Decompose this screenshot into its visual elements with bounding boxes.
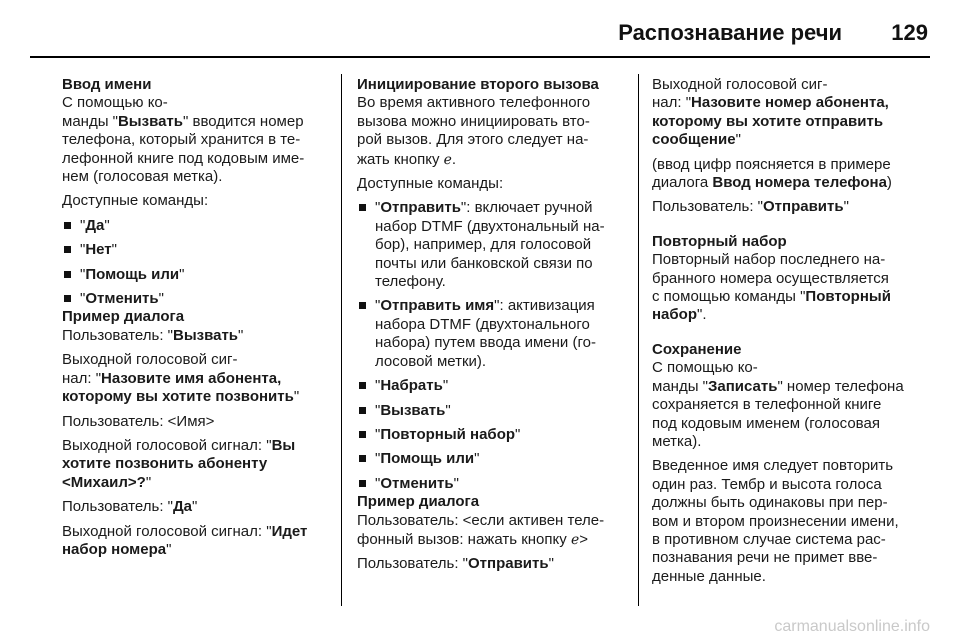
column-2: [357, 76, 625, 580]
watermark: carmanualsonline.info: [774, 618, 930, 635]
column-divider-2: [638, 74, 639, 606]
second-call-paragraph: Во время активного телефонного вызова можно инициировать вто- рой вызов. Для этого следует на- жать кнопку ℯ.: [357, 94, 591, 168]
dialog-line: Пользователь: <Имя>: [62, 412, 215, 430]
dialog-line: Пользователь: "Отправить": [652, 198, 849, 216]
repeat-paragraph: Введенное имя следует повторить один раз. Тембр и высота голоса должны быть одинаковы при пер- вом и втором произнесении имени, в противном случае система рас- познавания речи не примет вве- денные данные.: [652, 457, 899, 585]
dialog-line: Выходной голосовой сигнал: "Идет набор номера": [62, 522, 308, 558]
dialog-line: (ввод цифр поясняется в примере диалога Ввод номера телефона): [652, 155, 892, 192]
list-item: "Да": [62, 217, 330, 235]
phone-icon: ℯ: [570, 530, 580, 547]
dialog-line: Выходной голосовой сиг- нал: "Назовите номер абонента, которому вы хотите отправить сообщение": [652, 76, 889, 149]
list-item: "Набрать": [357, 377, 625, 395]
command-list: [357, 199, 625, 493]
header-rule: [30, 56, 930, 58]
dialog-line: Выходной голосовой сигнал: "Вы хотите позвонить абоненту <Михаил>?": [62, 436, 296, 491]
phone-icon: ℯ: [443, 150, 452, 167]
section-heading-dialog-example: Пример диалога: [62, 308, 185, 326]
dialog-line: Пользователь: "Да": [62, 498, 198, 516]
section-heading-save: Сохранение: [652, 340, 742, 358]
column-3: [652, 76, 924, 592]
page-header: [0, 16, 960, 52]
section-heading-second-call: Инициирование второго вызова: [357, 76, 599, 93]
dialog-line: Выходной голосовой сиг- нал: "Назовите имя абонента, которому вы хотите позвонить": [62, 351, 300, 406]
save-paragraph: С помощью ко- манды "Записать" номер телефона сохраняется в телефонной книге под кодовым именем (голосовая метка).: [652, 359, 904, 450]
list-item: "Помощь или": [62, 266, 330, 284]
list-item: "Нет": [62, 241, 330, 259]
command-call: Вызвать: [117, 112, 184, 130]
list-item: "Отправить": включает ручной набор DTMF (двухтональный на- бор), например, для голосовой почты или банковской связи по телефону.: [357, 199, 625, 291]
page-number: 129: [891, 20, 928, 45]
list-item: "Вызвать": [357, 402, 625, 420]
list-item: "Повторный набор": [357, 426, 625, 444]
list-item: "Отменить": [357, 475, 625, 493]
section-heading-name-entry: Ввод имени: [62, 76, 152, 93]
dialog-line: Пользователь: <если активен теле- фонный вызов: нажать кнопку ℯ>: [357, 511, 605, 548]
name-entry-paragraph: С помощью ко- манды "Вызвать" вводится номер телефона, который хранится в те- лефонной книге под кодовым име- нем (голосовая метка).: [62, 94, 305, 186]
section-heading-redial: Повторный набор: [652, 232, 787, 250]
page-title: Распознавание речи: [618, 20, 842, 45]
section-heading-dialog-example: Пример диалога: [357, 493, 480, 511]
column-1: [62, 76, 330, 565]
dialog-line: Пользователь: "Отправить": [357, 555, 554, 573]
available-commands-label: Доступные команды:: [62, 192, 209, 210]
list-item: "Отправить имя": активизация набора DTMF (двухтонального набора) путем ввода имени (го- лосовой метки).: [357, 297, 625, 371]
dialog-line: Пользователь: "Вызвать": [62, 326, 244, 344]
list-item: "Помощь или": [357, 450, 625, 468]
redial-paragraph: Повторный набор последнего на- бранного номера осуществляется с помощью команды "Повторный набор".: [652, 251, 891, 324]
list-item: "Отменить": [62, 290, 330, 308]
column-divider-1: [341, 74, 342, 606]
available-commands-label: Доступные команды:: [357, 175, 504, 193]
command-list: [62, 217, 330, 309]
